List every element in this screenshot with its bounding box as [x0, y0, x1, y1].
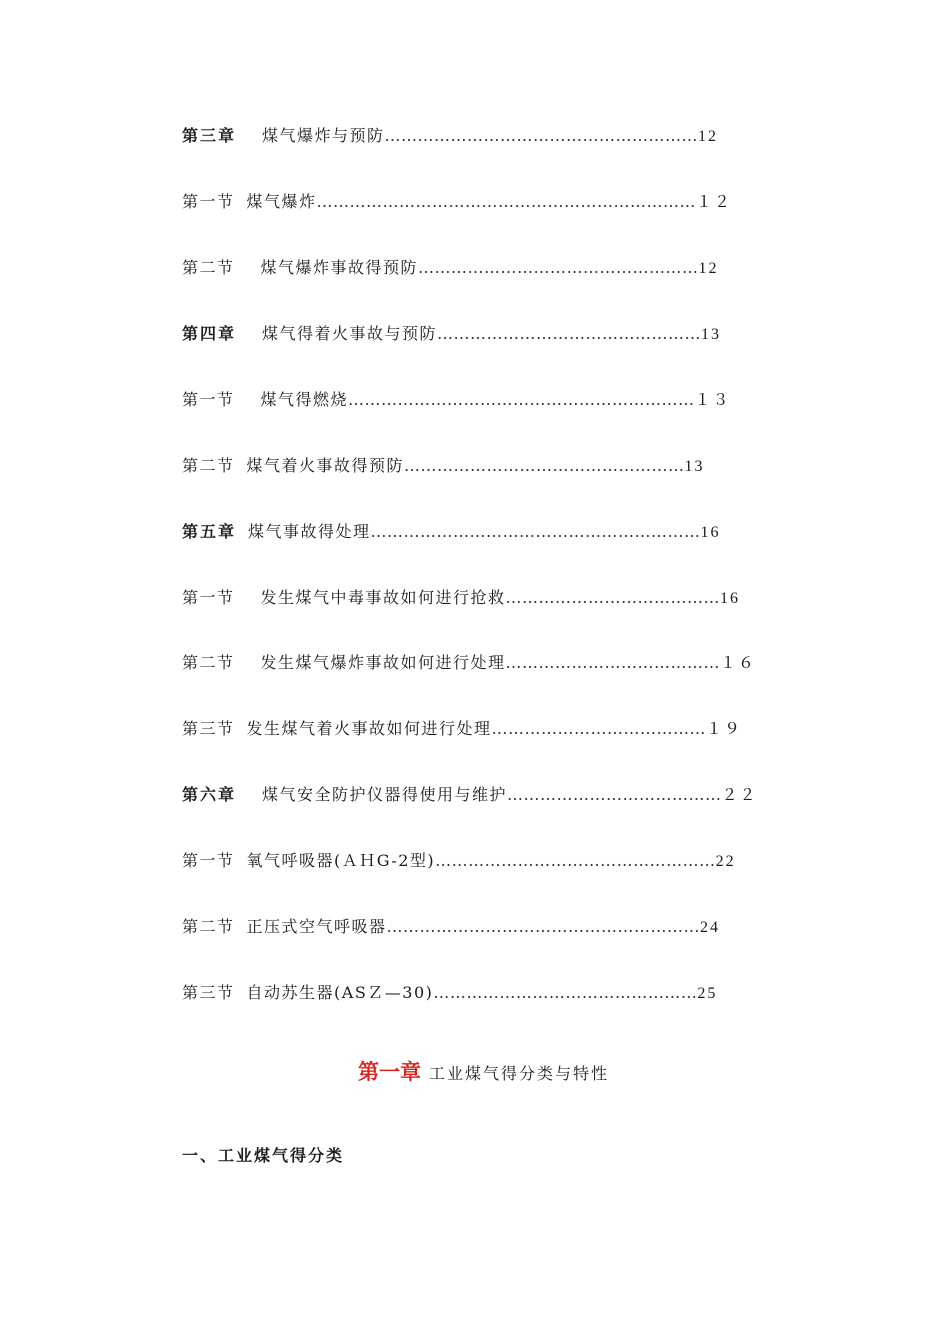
toc-entry-section: [182, 653, 756, 674]
section-heading: 一、工业煤气得分类: [182, 1146, 345, 1165]
toc-title: 自动苏生器(ASＺ—30): [246, 983, 434, 1002]
toc-leader-dots: …………………………………………………: [384, 126, 699, 145]
chapter-heading: [358, 1056, 609, 1086]
toc-entry-section: [182, 456, 705, 477]
toc-leader-dots: …………………………………: [505, 653, 721, 672]
toc-page-number: 16: [700, 524, 721, 541]
toc-label: 第三章: [182, 126, 237, 145]
toc-label: 第一节: [182, 851, 235, 870]
toc-title: 煤气着火事故得预防: [246, 456, 405, 475]
toc-entry-section: [182, 917, 720, 938]
toc-label: 第一节: [182, 192, 235, 211]
toc-leader-dots: ……………………………………………: [404, 456, 685, 475]
toc-entry-section: [182, 719, 742, 740]
toc-leader-dots: ……………………………………………………………: [316, 192, 697, 211]
toc-entry-chapter-6: [182, 785, 758, 806]
toc-leader-dots: …………………………………: [505, 588, 721, 607]
toc-title: 煤气得着火事故与预防: [262, 324, 438, 343]
toc-label: 第四章: [182, 324, 237, 343]
toc-entry-section: [182, 390, 731, 411]
toc-title: 发生煤气中毒事故如何进行抢救: [260, 588, 506, 607]
toc-page-number: 12: [698, 128, 719, 145]
toc-page-number: 24: [700, 919, 721, 936]
toc-label: 第六章: [182, 785, 237, 804]
toc-title: 煤气爆炸: [246, 192, 317, 211]
toc-label: 第五章: [182, 522, 237, 541]
toc-title: 煤气爆炸与预防: [262, 126, 385, 145]
toc-page-number: １６: [720, 655, 757, 672]
toc-page-number: 13: [684, 458, 705, 475]
toc-title: 煤气事故得处理: [248, 522, 371, 541]
toc-entry-section: [182, 851, 736, 872]
toc-leader-dots: …………………………………………: [437, 324, 702, 343]
toc-entry-chapter-3: [182, 126, 718, 147]
toc-page-number: 25: [697, 985, 718, 1002]
toc-page-number: １９: [706, 721, 743, 738]
toc-title: 发生煤气着火事故如何进行处理: [246, 719, 492, 738]
toc-leader-dots: ……………………………………………: [435, 851, 716, 870]
toc-label: 第二节: [182, 653, 235, 672]
toc-title: 煤气得燃烧: [260, 390, 349, 409]
toc-title: 氧气呼吸器(ＡＨG-2型): [246, 851, 436, 870]
toc-page-number: 12: [698, 260, 719, 277]
toc-entry-section: [182, 258, 719, 279]
toc-title: 发生煤气爆炸事故如何进行处理: [260, 653, 506, 672]
toc-page-number: 16: [720, 590, 741, 607]
toc-leader-dots: …………………………………………: [433, 983, 698, 1002]
toc-page-number: １２: [696, 194, 733, 211]
toc-label: 第三节: [182, 983, 235, 1002]
toc-label: 第三节: [182, 719, 235, 738]
toc-label: 第一节: [182, 588, 235, 607]
toc-entry-section: [182, 983, 717, 1004]
toc-label: 第二节: [182, 258, 235, 277]
toc-entry-chapter-4: [182, 324, 721, 345]
toc-leader-dots: …………………………………: [507, 785, 722, 804]
toc-label: 第二节: [182, 456, 235, 475]
toc-label: 第二节: [182, 917, 235, 936]
chapter-heading-label: 第一章: [358, 1061, 421, 1084]
toc-leader-dots: …………………………………: [491, 719, 707, 738]
chapter-heading-title: 工业煤气得分类与特性: [429, 1064, 610, 1083]
toc-page-number: 13: [701, 326, 722, 343]
toc-title: 煤气安全防护仪器得使用与维护: [262, 785, 508, 804]
toc-page-number: １３: [694, 392, 731, 409]
toc-page-number: 22: [715, 853, 736, 870]
toc-page-number: ２２: [721, 787, 758, 804]
toc-entry-section: [182, 192, 732, 213]
toc-leader-dots: ……………………………………………: [418, 258, 699, 277]
toc-title: 煤气爆炸事故得预防: [260, 258, 419, 277]
toc-leader-dots: ……………………………………………………: [370, 522, 701, 541]
toc-leader-dots: …………………………………………………: [386, 917, 701, 936]
toc-title: 正压式空气呼吸器: [246, 917, 387, 936]
toc-label: 第一节: [182, 390, 235, 409]
toc-entry-chapter-5: [182, 522, 721, 543]
toc-entry-section: [182, 588, 740, 609]
toc-leader-dots: ………………………………………………………: [348, 390, 695, 409]
